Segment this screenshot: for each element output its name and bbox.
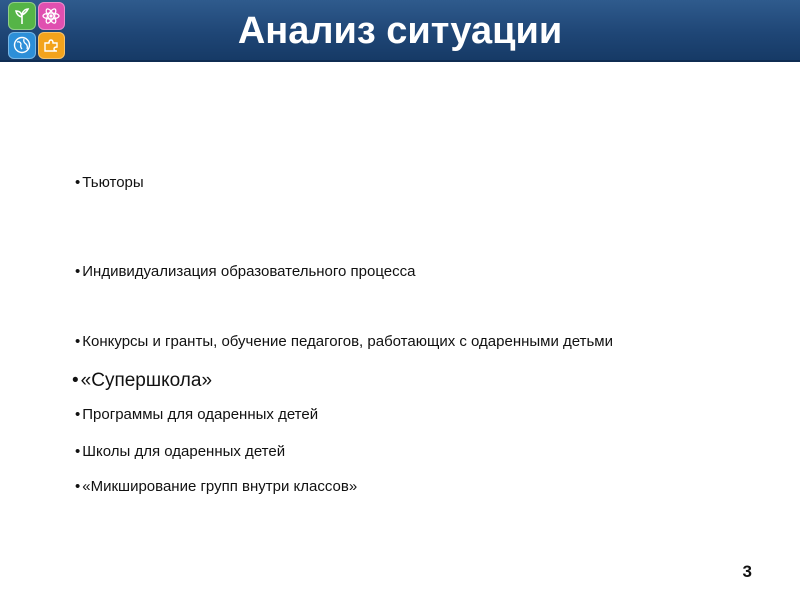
bullet-icon: • <box>75 263 81 280</box>
list-item <box>75 333 613 350</box>
list-item-text: «Супершкола» <box>80 370 213 391</box>
list-item-text: Конкурсы и гранты, обучение педагогов, работающих с одаренными детьми <box>82 333 614 350</box>
list-item-text: Школы для одаренных детей <box>82 443 286 460</box>
page-number: 3 <box>742 562 752 581</box>
list-item <box>75 174 144 191</box>
bullet-icon: • <box>75 333 81 350</box>
bullet-icon: • <box>75 406 81 423</box>
list-item <box>72 370 212 392</box>
bullet-icon: • <box>75 443 81 460</box>
page-title: Анализ ситуации <box>237 10 563 52</box>
list-item-text: Тьюторы <box>82 174 144 191</box>
list-item-text: Программы для одаренных детей <box>82 406 319 423</box>
bullet-icon: • <box>72 370 79 391</box>
list-item <box>75 406 318 423</box>
list-item <box>75 478 357 495</box>
header-bar <box>0 0 800 62</box>
bullet-icon: • <box>75 478 81 495</box>
list-item-text: Индивидуализация образовательного процесса <box>82 263 416 280</box>
list-item <box>75 443 285 460</box>
list-item <box>75 263 415 280</box>
bullet-icon: • <box>75 174 81 191</box>
list-item-text: «Микширование групп внутри классов» <box>82 478 358 495</box>
